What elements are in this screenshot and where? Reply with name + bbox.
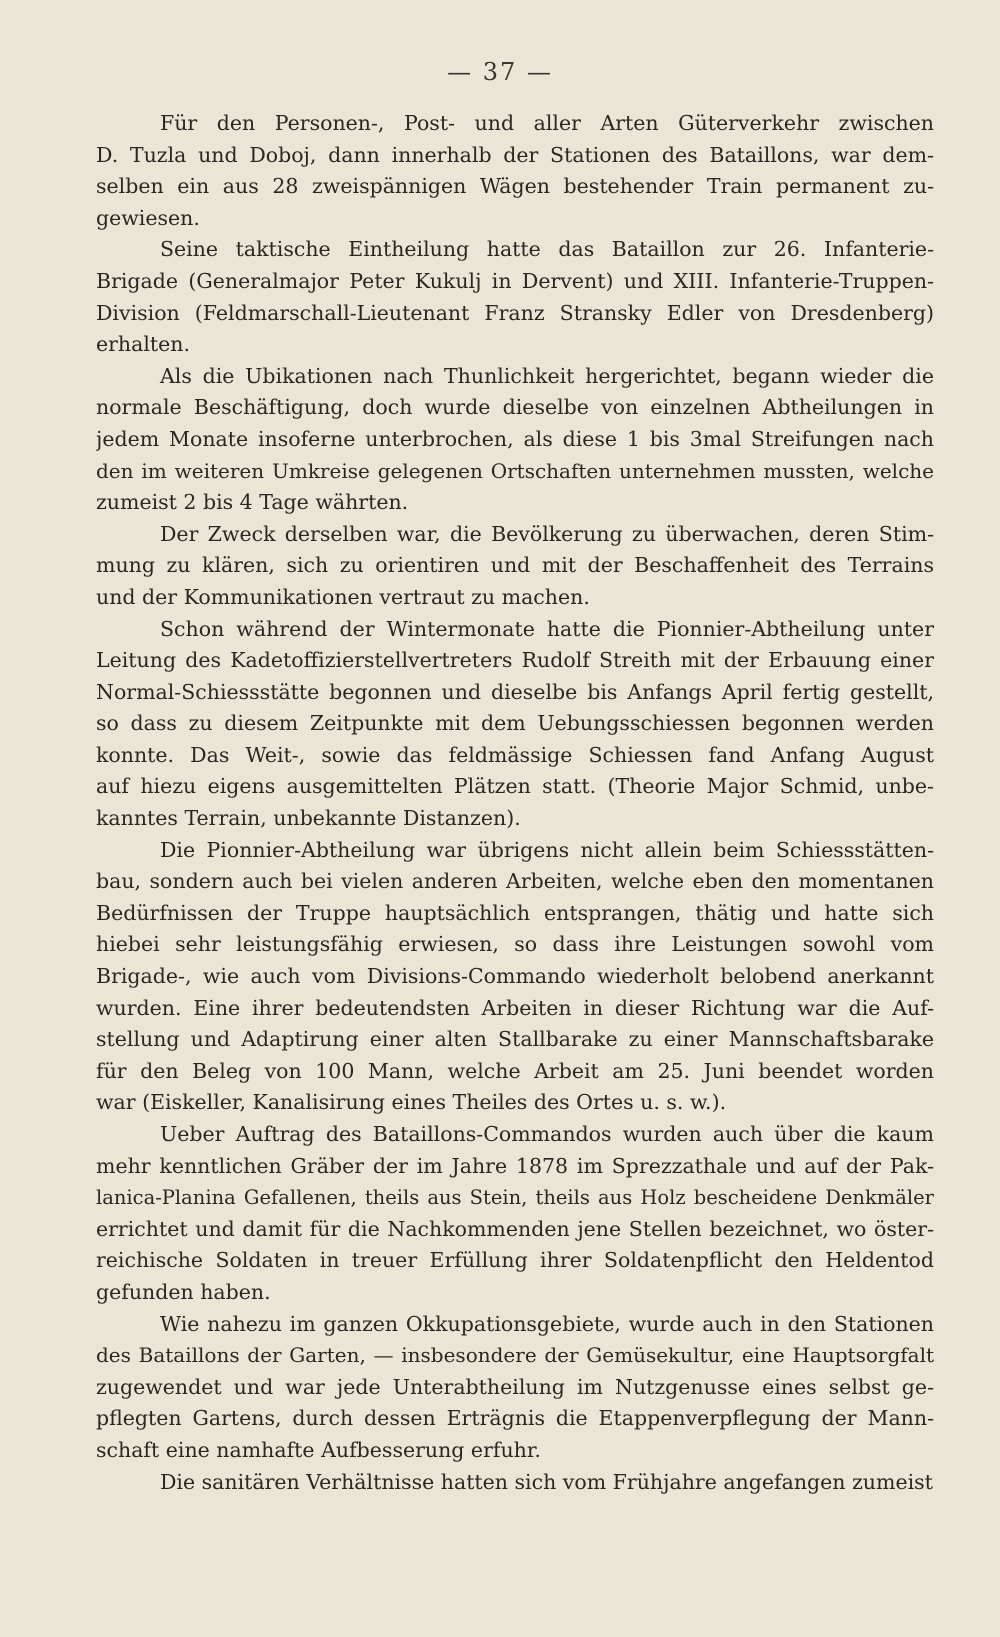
text-line: Brigade (Generalmajor Peter Kukulj in Dervent) und XIII. Infanterie-Truppen- — [96, 268, 934, 293]
text-line: mung zu klären, sich zu orientiren und mit der Beschaffenheit des Terrains — [96, 553, 934, 578]
text-line: Der Zweck derselben war, die Bevölkerung zu überwachen, deren Stim- — [160, 521, 934, 546]
paragraph — [96, 519, 934, 614]
text-line: und der Kommunikationen vertraut zu machen. — [96, 584, 590, 609]
text-line: zugewendet und war jede Unterabtheilung im Nutzgenusse eines selbst ge- — [96, 1374, 934, 1399]
paragraph — [96, 614, 934, 835]
text-line: wurden. Eine ihrer bedeutendsten Arbeiten in dieser Richtung war die Auf- — [96, 995, 934, 1020]
text-line: Die sanitären Verhältnisse hatten sich vom Frühjahre angefangen zumeist — [160, 1469, 933, 1494]
paragraph — [96, 835, 934, 1119]
text-line: kanntes Terrain, unbekannte Distanzen). — [96, 806, 521, 831]
text-line: bau, sondern auch bei vielen anderen Arbeiten, welche eben den momentanen — [96, 869, 934, 894]
text-line: gewiesen. — [96, 205, 200, 230]
text-line: Normal-Schiessstätte begonnen und dieselbe bis Anfangs April fertig gestellt, — [96, 679, 934, 704]
paragraph — [96, 108, 934, 234]
text-line: so dass zu diesem Zeitpunkte mit dem Uebungsschiessen begonnen werden — [96, 711, 934, 736]
text-line: war (Eiskeller, Kanalisirung eines Theiles des Ortes u. s. w.). — [96, 1090, 727, 1115]
paragraph — [96, 1309, 934, 1467]
text-line: Für den Personen-, Post- und aller Arten Güterverkehr zwischen — [160, 111, 934, 135]
text-line: selben ein aus 28 zweispännigen Wägen bestehender Train permanent zu- — [96, 174, 934, 199]
text-line: D. Tuzla und Doboj, dann innerhalb der Stationen des Bataillons, war dem- — [96, 142, 934, 167]
paragraph — [96, 1467, 934, 1499]
text-line: Bedürfnissen der Truppe hauptsächlich entsprangen, thätig und hatte sich — [96, 900, 934, 925]
page-number: — 37 — — [447, 58, 553, 86]
text-line: reichische Soldaten in treuer Erfüllung ihrer Soldatenpflicht den Heldentod — [96, 1248, 934, 1273]
text-line: stellung und Adaptirung einer alten Stallbarake zu einer Mannschaftsbarake — [96, 1027, 934, 1052]
paragraph — [96, 361, 934, 519]
text-line: erhalten. — [96, 332, 191, 357]
text-line: auf hiezu eigens ausgemittelten Plätzen statt. (Theorie Major Schmid, unbe- — [96, 774, 934, 799]
text-line: Schon während der Wintermonate hatte die Pionnier-Abtheilung unter — [160, 616, 934, 641]
text-line: normale Beschäftigung, doch wurde dieselbe von einzelnen Abtheilungen in — [96, 395, 934, 420]
text-line: den im weiteren Umkreise gelegenen Ortschaften unternehmen mussten, welche — [96, 458, 934, 483]
text-line: jedem Monate insoferne unterbrochen, als diese 1 bis 3mal Streifungen nach — [96, 426, 934, 451]
text-line: pflegten Gartens, durch dessen Erträgnis die Etappenverpflegung der Mann- — [96, 1406, 934, 1431]
text-line: gefunden haben. — [96, 1279, 271, 1304]
text-line: Wie nahezu im ganzen Okkupationsgebiete, wurde auch in den Stationen — [160, 1311, 934, 1336]
text-line: Als die Ubikationen nach Thunlichkeit hergerichtet, begann wieder die — [160, 363, 934, 388]
text-line: hiebei sehr leistungsfähig erwiesen, so dass ihre Leistungen sowohl vom — [96, 932, 934, 957]
text-line: Die Pionnier-Abtheilung war übrigens nicht allein beim Schiessstätten- — [160, 837, 934, 862]
text-line: mehr kenntlichen Gräber der im Jahre 1878 im Sprezzathale und auf der Pak- — [96, 1153, 934, 1178]
text-line: Ueber Auftrag des Bataillons-Commandos wurden auch über die kaum — [160, 1122, 934, 1146]
text-line: Brigade-, wie auch vom Divisions-Commando wiederholt belobend anerkannt — [96, 964, 934, 989]
text-line: Seine taktische Eintheilung hatte das Bataillon zur 26. Infanterie- — [160, 237, 934, 262]
paragraph — [96, 234, 934, 360]
text-line: errichtet und damit für die Nachkommenden jene Stellen bezeichnet, wo öster- — [96, 1216, 934, 1241]
text-line: des Bataillons der Garten, — insbesondere der Gemüsekultur, eine Hauptsorgfalt — [96, 1343, 934, 1368]
text-line: konnte. Das Weit-, sowie das feldmässige Schiessen fand Anfang August — [96, 742, 934, 767]
text-line: Leitung des Kadetoffizierstellvertreters Rudolf Streith mit der Erbauung einer — [96, 648, 934, 673]
text-line: schaft eine namhafte Aufbesserung erfuhr. — [96, 1437, 541, 1462]
text-line: lanica-Planina Gefallenen, theils aus Stein, theils aus Holz bescheidene Denkmäler — [96, 1186, 934, 1210]
text-line: zumeist 2 bis 4 Tage währten. — [96, 490, 409, 515]
text-line: Division (Feldmarschall-Lieutenant Franz Stransky Edler von Dresdenberg) — [96, 300, 934, 325]
paragraph — [96, 1119, 934, 1309]
text-line: für den Beleg von 100 Mann, welche Arbeit am 25. Juni beendet worden — [96, 1058, 934, 1083]
body-text — [96, 108, 934, 1498]
